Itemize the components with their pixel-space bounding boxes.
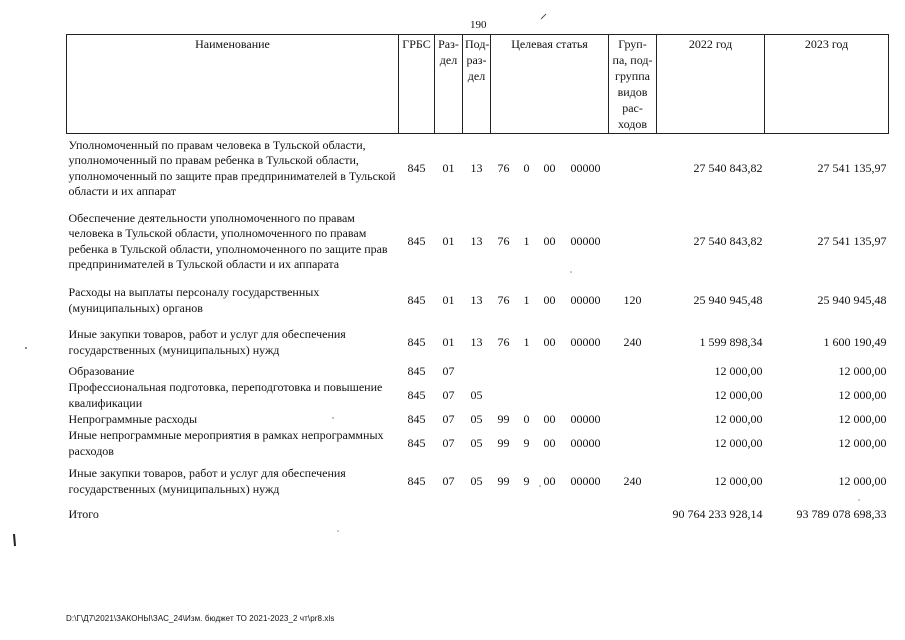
row-target-subprogram — [517, 364, 537, 380]
row-target-event — [537, 380, 563, 412]
row-2023: 12 000,00 — [838, 473, 887, 488]
row-name: Уполномоченный по правам человека в Тульской области, уполномоченный по правам ребенка в Тульской области, уполномоченный по защите прав предпринимателей в Тульской области и их аппарат — [68, 137, 396, 199]
row-2022: 12 000,00 — [714, 387, 763, 402]
total-2023: 93 789 078 698,33 — [796, 506, 887, 521]
row-grbs: 845 — [407, 363, 426, 378]
header-target-article: Целевая статья — [491, 35, 609, 134]
row-target-subprogram: 1 — [523, 334, 530, 349]
row-expense-group: 120 — [623, 292, 642, 307]
row-name: Профессиональная подготовка, переподготовка и повышение квалификации — [68, 380, 383, 410]
row-2023: 12 000,00 — [838, 411, 887, 426]
row-expense-group — [609, 134, 657, 204]
row-name: Непрограммные расходы — [68, 411, 198, 426]
table-row — [67, 134, 889, 204]
row-target-subprogram: 0 — [523, 161, 530, 175]
row-target-program: 76 — [497, 292, 510, 307]
row-2023: 12 000,00 — [838, 363, 887, 378]
row-2023: 1 600 190,49 — [823, 334, 887, 349]
row-grbs: 845 — [407, 411, 426, 426]
row-target-subprogram — [517, 380, 537, 412]
row-target-direction: 00000 — [570, 473, 601, 488]
header-name: Наименование — [67, 35, 399, 134]
header-expense-group: Груп- па, под- группа видов рас- ходов — [609, 35, 657, 134]
row-podrazdel — [463, 364, 491, 380]
header-row — [67, 35, 889, 134]
row-target-direction: 00000 — [570, 435, 601, 450]
row-name: Обеспечение деятельности уполномоченного по правам человека в Тульской области, уполномоченного по правам ребенка в Тульской области, уполномоченного по защите прав предпринимателей в Тульской области и их аппарата — [68, 210, 388, 271]
row-grbs: 845 — [407, 435, 426, 450]
row-expense-group — [609, 412, 657, 428]
header-podrazdel: Под- раз- дел — [463, 35, 491, 134]
row-podrazdel: 05 — [470, 435, 483, 450]
row-name: Иные непрограммные мероприятия в рамках непрограммных расходов — [68, 428, 384, 458]
row-razdel: 01 — [442, 161, 455, 175]
table-row — [67, 322, 889, 364]
table-row — [67, 204, 889, 280]
row-razdel: 07 — [442, 387, 455, 402]
row-target-direction — [563, 380, 609, 412]
row-2023: 25 940 945,48 — [817, 292, 887, 307]
row-grbs: 845 — [407, 334, 426, 349]
row-grbs: 845 — [407, 233, 426, 248]
table-row — [67, 460, 889, 504]
row-2023: 27 541 135,97 — [817, 233, 887, 248]
row-podrazdel: 05 — [470, 411, 483, 426]
row-grbs: 845 — [407, 292, 426, 307]
row-target-event: 00 — [543, 411, 556, 426]
file-path-footer: D:\Г\Д7\2021\ЗАКОНЫ\ЗАС_24\Изм. бюджет ТО 2021-2023_2 чт\pr8.xls — [66, 614, 335, 623]
table-row — [67, 428, 889, 460]
budget-table — [66, 34, 889, 526]
row-2022: 12 000,00 — [714, 411, 763, 426]
row-razdel: 01 — [442, 334, 455, 349]
table-row — [67, 280, 889, 322]
row-target-subprogram: 1 — [523, 233, 530, 248]
row-podrazdel: 13 — [470, 334, 483, 349]
row-2023: 12 000,00 — [838, 387, 887, 402]
row-razdel: 07 — [442, 363, 455, 378]
row-2022: 12 000,00 — [714, 435, 763, 450]
total-row — [67, 504, 889, 526]
row-expense-group — [609, 380, 657, 412]
row-target-direction: 00000 — [570, 292, 601, 307]
row-podrazdel: 13 — [470, 161, 483, 175]
row-razdel: 07 — [442, 435, 455, 450]
row-target-event: 00 — [543, 233, 556, 248]
row-target-subprogram: 1 — [523, 292, 530, 307]
table-body — [67, 134, 889, 526]
row-target-program: 99 — [497, 473, 510, 488]
row-target-program: 99 — [497, 435, 510, 450]
row-razdel: 01 — [442, 233, 455, 248]
row-target-event — [537, 364, 563, 380]
row-grbs: 845 — [407, 387, 426, 402]
row-target-subprogram: 9 — [523, 435, 530, 450]
row-razdel: 01 — [442, 292, 455, 307]
header-grbs: ГРБС — [399, 35, 435, 134]
row-2023: 27 541 135,97 — [817, 161, 887, 175]
row-target-subprogram: 0 — [523, 411, 530, 426]
row-target-program: 76 — [497, 233, 510, 248]
row-target-event: 00 — [543, 473, 556, 488]
row-target-event: 00 — [543, 435, 556, 450]
page-number: 190 — [470, 19, 487, 31]
row-expense-group — [609, 364, 657, 380]
row-2022: 12 000,00 — [714, 473, 763, 488]
row-2023: 12 000,00 — [838, 435, 887, 450]
row-podrazdel: 13 — [470, 292, 483, 307]
row-2022: 12 000,00 — [714, 363, 763, 378]
row-name: Образование — [68, 363, 135, 378]
table-row — [67, 380, 889, 412]
header-razdel: Раз- дел — [435, 35, 463, 134]
row-name: Иные закупки товаров, работ и услуг для обеспечения государственных (муниципальных) нужд — [68, 327, 346, 357]
row-target-event: 00 — [543, 161, 556, 175]
row-2022: 1 599 898,34 — [699, 334, 763, 349]
row-podrazdel: 13 — [470, 233, 483, 248]
header-2023: 2023 год — [765, 35, 889, 134]
header-2022: 2022 год — [657, 35, 765, 134]
row-grbs: 845 — [407, 161, 426, 175]
row-podrazdel: 05 — [470, 473, 483, 488]
row-2022: 25 940 945,48 — [693, 292, 763, 307]
row-razdel: 07 — [442, 473, 455, 488]
row-target-direction — [563, 364, 609, 380]
row-target-direction: 00000 — [570, 334, 601, 349]
row-expense-group — [609, 428, 657, 460]
table-row — [67, 412, 889, 428]
row-grbs: 845 — [407, 473, 426, 488]
row-expense-group — [609, 204, 657, 280]
row-razdel: 07 — [442, 411, 455, 426]
row-2022: 27 540 843,82 — [693, 161, 763, 175]
row-target-program: 99 — [497, 411, 510, 426]
row-expense-group: 240 — [623, 473, 642, 488]
row-target-program: 76 — [497, 334, 510, 349]
total-2022: 90 764 233 928,14 — [672, 506, 763, 521]
row-target-direction: 00000 — [570, 161, 601, 175]
row-target-program: 76 — [497, 161, 510, 175]
row-target-event: 00 — [543, 292, 556, 307]
row-target-program — [491, 380, 517, 412]
total-label: Итого — [68, 506, 99, 521]
row-name: Расходы на выплаты персоналу государственных (муниципальных) органов — [68, 285, 320, 315]
row-target-event: 00 — [543, 334, 556, 349]
row-2022: 27 540 843,82 — [693, 233, 763, 248]
row-podrazdel: 05 — [470, 387, 483, 402]
table-row — [67, 364, 889, 380]
row-expense-group: 240 — [623, 334, 642, 349]
row-name: Иные закупки товаров, работ и услуг для обеспечения государственных (муниципальных) нужд — [68, 466, 346, 496]
row-target-subprogram: 9 — [523, 473, 530, 488]
row-target-direction: 00000 — [570, 411, 601, 426]
row-target-program — [491, 364, 517, 380]
row-target-direction: 00000 — [570, 233, 601, 248]
total-spacer — [399, 504, 657, 526]
